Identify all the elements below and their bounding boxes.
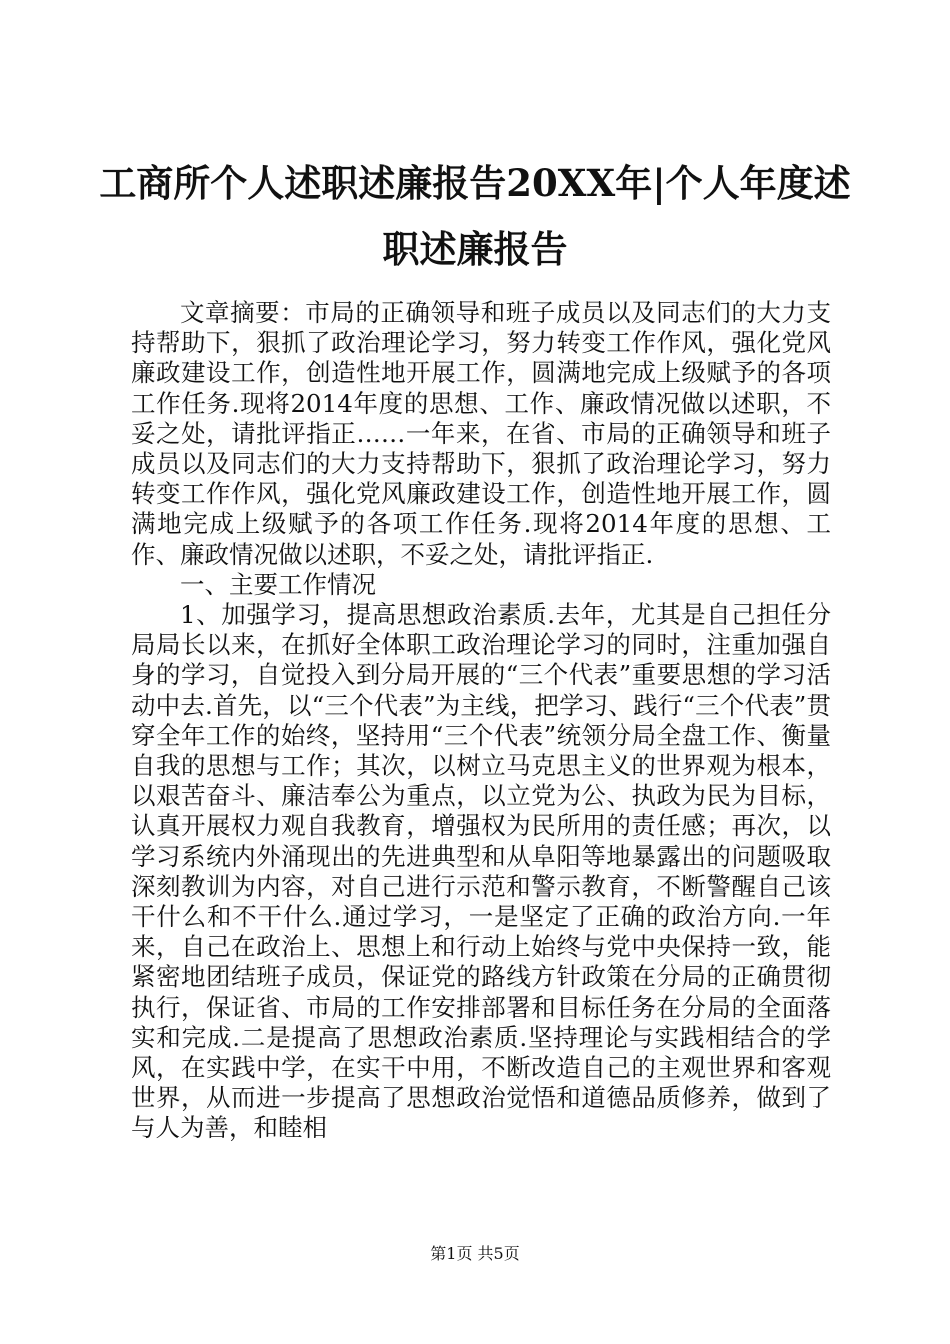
page-footer: 第1页 共5页 (430, 1244, 520, 1263)
paragraph-study: 1、加强学习，提高思想政治素质.去年，尤其是自己担任分局局长以来，在抓好全体职工政治理论学习的同时，注重加强自身的学习，自觉投入到分局开展的“三个代表”重要思想的学习活动中去.首先，以“三个代表”为主线，把学习、践行“三个代表”贯穿全年工作的始终，坚持用“三个代表”统领分局全盘工作、衡量自我的思想与工作；其次，以树立马克思主义的世界观为根本，以艰苦奋斗、廉洁奉公为重点，以立党为公、执政为民为目标，认真开展权力观自我教育，增强权为民所用的责任感；再次，以学习系统内外涌现出的先进典型和从阜阳等地暴露出的问题吸取深刻教训为内容，对自己进行示范和警示教育，不断警醒自己该干什么和不干什么.通过学习，一是坚定了正确的政治方向.一年来，自己在政治上、思想上和行动上始终与党中央保持一致，能紧密地团结班子成员，保证党的路线方针政策在分局的正确贯彻执行，保证省、市局的工作安排部署和目标任务在分局的全面落实和完成.二是提高了思想政治素质.坚持理论与实践相结合的学风，在实践中学，在实干中用，不断改造自己的主观世界和客观世界，从而进一步提高了思想政治觉悟和道德品质修养，做到了与人为善，和睦相 (131, 600, 831, 1143)
paragraph-abstract: 文章摘要：市局的正确领导和班子成员以及同志们的大力支持帮助下，狠抓了政治理论学习，努力转变工作作风，强化党风廉政建设工作，创造性地开展工作，圆满地完成上级赋予的各项工作任务.现将2014年度的思想、工作、廉政情况做以述职，不妥之处，请批评指正……一年来，在省、市局的正确领导和班子成员以及同志们的大力支持帮助下，狠抓了政治理论学习，努力转变工作作风，强化党风廉政建设工作，创造性地开展工作，圆满地完成上级赋予的各项工作任务.现将2014年度的思想、工作、廉政情况做以述职，不妥之处，请批评指正. (131, 298, 831, 569)
document-title: 工商所个人述职述廉报告20XX年|个人年度述职述廉报告 (99, 161, 851, 271)
paragraph-section-heading: 一、主要工作情况 (180, 569, 376, 599)
document-body (131, 298, 831, 1144)
